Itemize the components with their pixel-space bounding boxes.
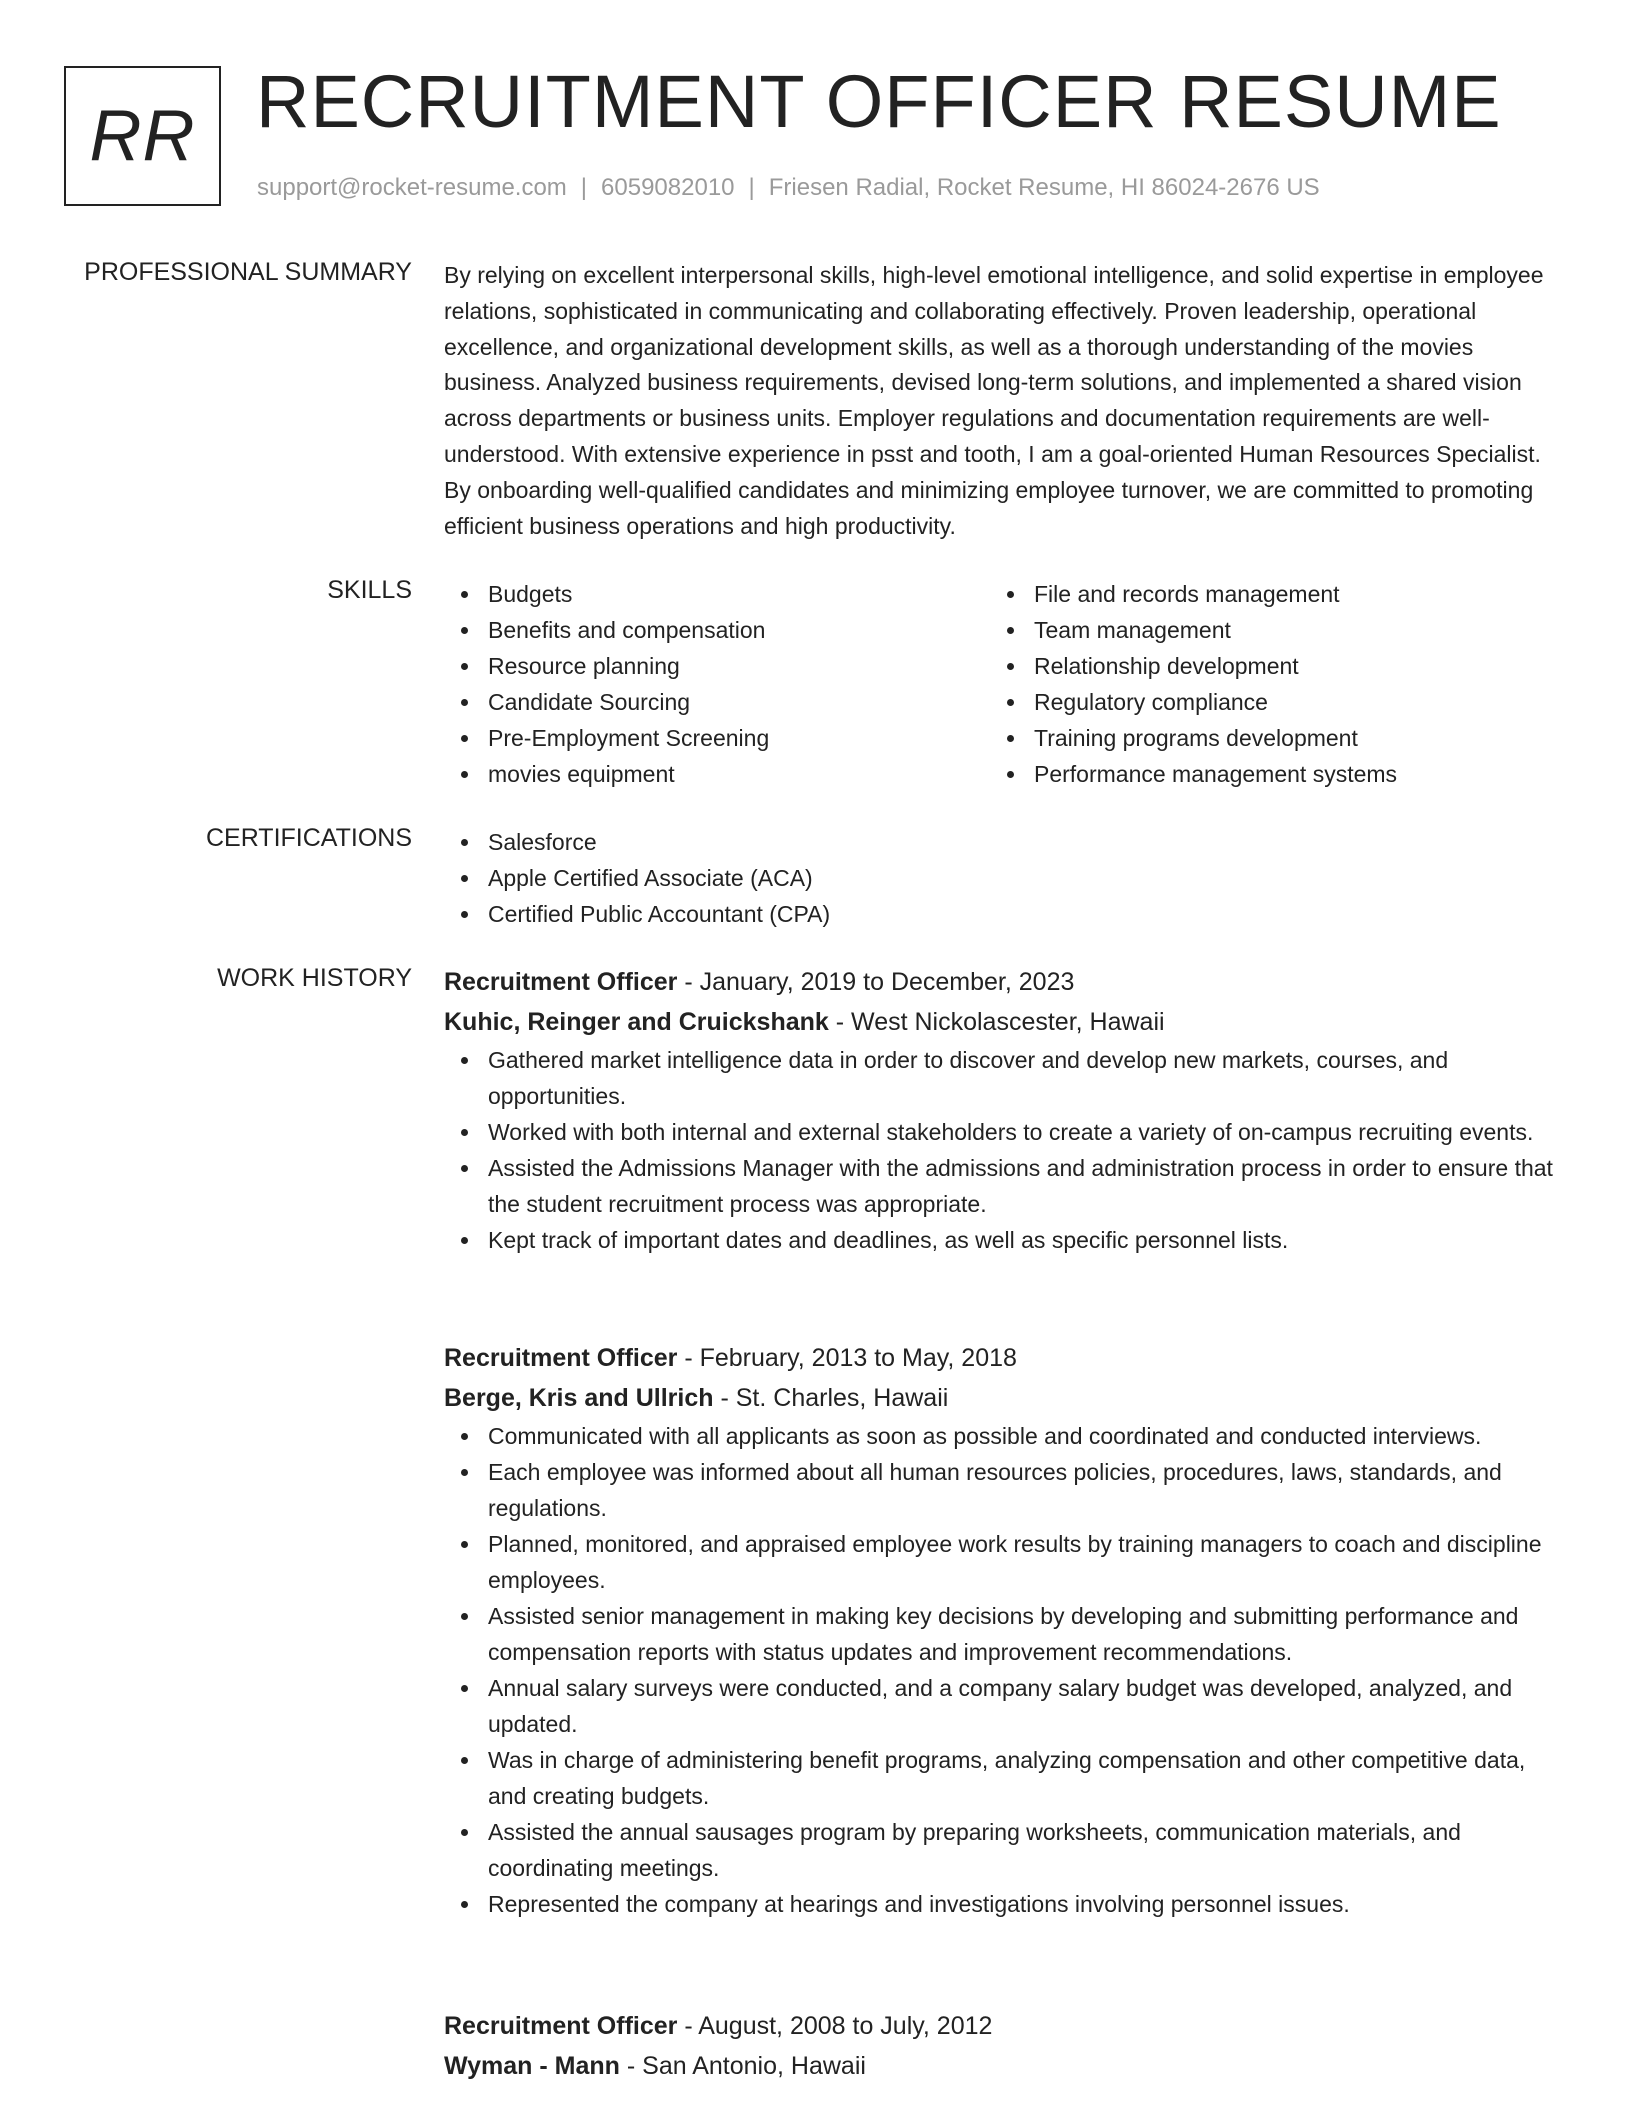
- contact-phone: 6059082010: [601, 174, 735, 201]
- job-dates: - August, 2008 to July, 2012: [677, 2012, 993, 2040]
- job-company-line: [444, 2046, 1564, 2086]
- skill-item: Regulatory compliance: [990, 684, 1536, 720]
- skill-item: Team management: [990, 612, 1536, 648]
- skill-item: Candidate Sourcing: [444, 684, 990, 720]
- resume-title: RECRUITMENT OFFICER RESUME: [256, 60, 1502, 143]
- skill-item: Pre-Employment Screening: [444, 720, 990, 756]
- job-bullet: Each employee was informed about all human resources policies, procedures, laws, standards, and regulations.: [444, 1454, 1564, 1526]
- job-company-line: [444, 1378, 1564, 1418]
- skill-item: movies equipment: [444, 756, 990, 792]
- section-title-work-history: WORK HISTORY: [217, 964, 412, 992]
- certification-item: Apple Certified Associate (ACA): [444, 860, 1564, 896]
- section-title-summary: PROFESSIONAL SUMMARY: [84, 258, 412, 286]
- job-bullet: Kept track of important dates and deadlines, as well as specific personnel lists.: [444, 1222, 1564, 1258]
- skill-item: Relationship development: [990, 648, 1536, 684]
- contact-email: support@rocket-resume.com: [257, 174, 567, 201]
- job-dates: - January, 2019 to December, 2023: [677, 968, 1075, 996]
- job-bullet: Assisted the Admissions Manager with the admissions and administration process in order to ensure that the student recruitment process was appropriate.: [444, 1150, 1564, 1222]
- section-title-skills: SKILLS: [327, 576, 412, 604]
- job-title-line: [444, 962, 1564, 1002]
- job-company-line: [444, 1002, 1564, 1042]
- certifications-body: [444, 824, 1564, 932]
- skill-item: Budgets: [444, 576, 990, 612]
- job-role: Recruitment Officer: [444, 1344, 678, 1372]
- job-bullet: Planned, monitored, and appraised employee work results by training managers to coach and discipline employees.: [444, 1526, 1564, 1598]
- skills-list-left: [444, 576, 990, 792]
- skill-item: Performance management systems: [990, 756, 1536, 792]
- job-body: [444, 1338, 1564, 1922]
- job-body: [444, 2006, 1564, 2086]
- job-company: Kuhic, Reinger and Cruickshank: [444, 1008, 829, 1036]
- monogram-logo: RR: [64, 66, 221, 206]
- skill-item: Benefits and compensation: [444, 612, 990, 648]
- section-title-certifications: CERTIFICATIONS: [205, 824, 412, 852]
- job-bullet: Was in charge of administering benefit programs, analyzing compensation and other competitive data, and creating budgets.: [444, 1742, 1564, 1814]
- contact-line: [257, 174, 1320, 202]
- contact-separator: |: [748, 174, 755, 201]
- job-bullet: Assisted senior management in making key decisions by developing and submitting performance and compensation reports with status updates and improvement recommendations.: [444, 1598, 1564, 1670]
- job-bullet: Represented the company at hearings and investigations involving personnel issues.: [444, 1886, 1564, 1922]
- certifications-list: [444, 824, 1564, 932]
- job-bullet: Worked with both internal and external stakeholders to create a variety of on-campus recruiting events.: [444, 1114, 1564, 1150]
- skill-item: Training programs development: [990, 720, 1536, 756]
- job-bullet: Communicated with all applicants as soon as possible and coordinated and conducted interviews.: [444, 1418, 1564, 1454]
- job-bullets: [444, 1042, 1564, 1258]
- certification-item: Certified Public Accountant (CPA): [444, 896, 1564, 932]
- job-location: - West Nickolascester, Hawaii: [828, 1008, 1165, 1036]
- skill-item: File and records management: [990, 576, 1536, 612]
- skill-item: Resource planning: [444, 648, 990, 684]
- summary-text: By relying on excellent interpersonal skills, high-level emotional intelligence, and solid expertise in employee relations, sophisticated in communicating and collaborating effectively. Proven leadership, operational excellence, and organizational development skills, as well as a thorough understanding of the movies business. Analyzed business requirements, devised long-term solutions, and implemented a shared vision across departments or business units. Employer regulations and documentation requirements are well-understood. With extensive experience in psst and tooth, I am a goal-oriented Human Resources Specialist. By onboarding well-qualified candidates and minimizing employee turnover, we are committed to promoting efficient business operations and high productivity.: [444, 262, 1544, 539]
- job-location: - St. Charles, Hawaii: [713, 1384, 949, 1412]
- job-company: Berge, Kris and Ullrich: [444, 1384, 714, 1412]
- job-title-line: [444, 2006, 1564, 2046]
- certification-item: Salesforce: [444, 824, 1564, 860]
- job-company: Wyman - Mann: [444, 2052, 620, 2080]
- job-dates: - February, 2013 to May, 2018: [677, 1344, 1017, 1372]
- job-bullet: Annual salary surveys were conducted, and a company salary budget was developed, analyzed, and updated.: [444, 1670, 1564, 1742]
- skills-columns: [444, 576, 1564, 792]
- skills-list-right: [990, 576, 1536, 792]
- job-role: Recruitment Officer: [444, 968, 678, 996]
- job-bullet: Assisted the annual sausages program by preparing worksheets, communication materials, and coordinating meetings.: [444, 1814, 1564, 1886]
- contact-separator: |: [580, 174, 588, 201]
- contact-address: Friesen Radial, Rocket Resume, HI 86024-2676 US: [768, 174, 1320, 201]
- job-bullet: Gathered market intelligence data in order to discover and develop new markets, courses, and opportunities.: [444, 1042, 1564, 1114]
- job-body: [444, 962, 1564, 1258]
- job-location: - San Antonio, Hawaii: [619, 2052, 866, 2080]
- job-bullets: [444, 1418, 1564, 1922]
- job-title-line: [444, 1338, 1564, 1378]
- job-role: Recruitment Officer: [444, 2012, 678, 2040]
